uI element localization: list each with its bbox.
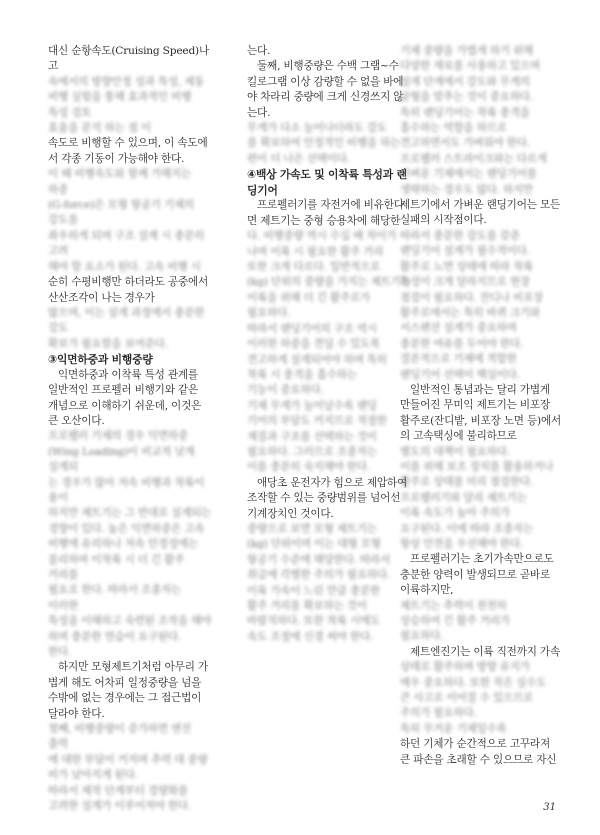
body-text: 대신 순항속도(Cruising Speed)나 고 (48, 45, 210, 73)
blurred-text: 필요로 한다. 따라서 조종자는 이러한 (48, 584, 182, 612)
body-text: 야 차라리 중량에 크게 신경쓰지 않 (247, 91, 404, 104)
blurred-text: 충분한 여유를 두어야 한다. (400, 337, 524, 350)
blurred-text: 항상 안전을 우선해야 한다. (400, 538, 524, 550)
blurred-text: 가벼운 기체에서는 랜딩기어를 (400, 168, 537, 181)
blurred-text: 랜딩기어 설계가 필수적이다. (400, 245, 530, 258)
body-text: 는다. (247, 106, 271, 119)
blurred-text: 별도의 대책이 필요하다. (400, 445, 510, 458)
blurred-text: 는 경우가 많아 저속 비행과 착륙이 용이 (48, 476, 205, 504)
blurred-text: 한다. (48, 646, 72, 659)
blurred-text: 견고하면서도 가벼워야 한다. (400, 137, 530, 150)
blurred-text: 프로펠러 기체의 경우 익면하중 (48, 430, 188, 443)
blurred-text: (Wing Loading)이 비교적 낮게 설계되 (48, 445, 195, 474)
blurred-text: 항공기 수준에 해당한다. 따라서 (247, 553, 391, 566)
blurred-text: 이륙을 위해 더 긴 활주로가 (247, 291, 371, 304)
column-right (400, 44, 563, 768)
body-text: 프로펠러기는 초기가속만으로도 (410, 553, 554, 566)
blurred-text: 설계 단계에서 강도와 무게의 (400, 75, 530, 88)
blurred-text: 이륙 속도가 높아 주의가 (400, 507, 510, 520)
blurred-text: 하며 충분한 연습이 요구된다. (48, 630, 182, 643)
body-text: 면 제트기는 중형 승용차에 해당한 (247, 214, 401, 227)
blurred-text: 좌우하게 되며 구조 설계 시 충분히 고려 (48, 229, 205, 258)
blurred-text: 기어의 부담도 커지므로 적절한 (247, 415, 387, 428)
body-text: 익면하중과 이착륙 특성 관계를 (58, 368, 198, 381)
blurred-text: 하지만 제트기는 그 반대로 설계되는 (48, 507, 212, 520)
blurred-text: 에 대한 부담이 커지며 추력 대 중량 (48, 753, 208, 766)
blurred-text: 매우 중요하다. 또한 작은 실수도 (400, 676, 547, 689)
blurred-text: 프로펠러기와 달리 제트기는 (400, 491, 527, 504)
body-text: 하던 기체가 순간적으로 고꾸라져 (400, 738, 550, 751)
blurred-text: 제트기는 추력이 천천히 (400, 599, 507, 612)
blurred-text: 비행 실험을 통해 효과적인 비행 특성 검토 (48, 91, 192, 119)
blurred-text: 흡수하는 역할을 하므로 (400, 122, 507, 135)
blurred-text: 특히 무거운 기체일수록 (400, 722, 507, 735)
blurred-text: (G-force)은 모형 항공기 기체의 강도를 (48, 199, 195, 227)
blurred-text: 필요하다. (400, 630, 444, 643)
blurred-text: 생략하는 경우도 많다. 하지만 (400, 183, 534, 196)
blurred-text: (kg) 단위이며 이는 대형 모형 (247, 538, 381, 551)
blurred-text: (kg) 단위의 중량을 가지는 제트기는 (247, 276, 411, 289)
body-text: 수밖에 없는 경우에는 그 접근법이 (48, 692, 202, 705)
blurred-text: 따라서 충분한 강도를 갖춘 (400, 229, 520, 242)
body-text: 볍게 해도 어차피 일정중량을 넘을 (48, 676, 202, 689)
blurred-text: 재질과 구조를 선택하는 것이 (247, 430, 377, 443)
blurred-text: 다양한 재료를 사용하고 있으며 (400, 60, 540, 73)
blurred-text: 불리하며 이착륙 시 더 긴 활주 거리를 (48, 553, 185, 581)
blurred-text: 필요하다. 그러므로 조종자는 (247, 445, 377, 458)
section-heading: ③익면하중과 비행중량 (48, 353, 153, 367)
blurred-text: 속에서의 방향안정 성과 특성, 제동 (48, 75, 205, 88)
body-text: 기계장치인 것이다. (247, 507, 334, 520)
body-text: 애당초 운전자가 힘으로 제압하여 (257, 476, 407, 489)
blurred-text: 결론적으로 기체에 적합한 (400, 353, 517, 366)
blurred-text: 견고하게 설계되어야 하며 특히 (247, 353, 387, 366)
blurred-text: 점검이 필요하다. 잔디나 비포장 (400, 291, 544, 304)
blurred-text: 주의가 필요하다. (400, 707, 477, 720)
blurred-text: 를 확보하여 안정적인 비행을 하는 (247, 137, 401, 150)
body-text: 큰 오산이다. (48, 414, 105, 427)
blurred-text: 활주로 노면 상태에 따라 착륙 (400, 260, 534, 273)
body-text: 만들어진 무미익 제트기는 비포장 (400, 399, 550, 412)
blurred-text: 상태로 활주하며 방향 유지가 (400, 661, 530, 674)
blurred-text: 이를 위해 보조 장치를 활용하거나 (400, 460, 554, 473)
blurred-text: 비행에 유리하나 저속 안정성에는 (48, 538, 198, 551)
body-text: 활주로(잔디밭, 비포장 노면 등)에서 (400, 414, 562, 427)
blurred-text: 특성이 크게 달라지므로 현장 (400, 276, 530, 289)
body-text: 일반적인 프로펠러 비행기와 같은 (48, 384, 198, 397)
blurred-text: 첫째, 비행중량이 증가하면 엔진 출력 (48, 723, 192, 751)
body-text: 프로펠러기를 자전거에 비유한다 (257, 199, 404, 212)
blurred-text: 기능이 중요하다. (247, 384, 324, 397)
blurred-text: 특히 랜딩기어는 착륙 충격을 (400, 106, 530, 119)
body-text: 달라야 한다. (48, 707, 105, 720)
blurred-text: 확보가 필요함을 보여준다. (48, 337, 168, 350)
blurred-text: 큰 사고로 이어질 수 있으므로 (400, 692, 534, 705)
body-text: 조작할 수 있는 중량범위를 넘어선 (247, 492, 401, 505)
blurred-text: 기체 무게가 늘어날수록 랜딩 (247, 399, 377, 412)
body-text: 의 고속택싱에 불리하므로 (400, 430, 517, 443)
blurred-text: 요구된다. 이에 따라 조종자는 (400, 522, 534, 535)
blurred-text: 기체 중량을 가볍게 하기 위해 (400, 45, 534, 57)
body-text: 순히 수평비행만 하더라도 공중에서 (48, 276, 209, 289)
blurred-text: 균형을 맞추는 것이 중요하다. (400, 91, 534, 104)
blurred-text: 활주 거리를 확보하는 것이 (247, 600, 367, 612)
blurred-text: 따라서 랜딩기어의 구조 역시 (247, 322, 377, 335)
blurred-text: 또한 크게 다르다. 일반적으로 (247, 261, 381, 274)
blurred-text: 상승하여 긴 활주 거리가 (400, 615, 510, 628)
body-text: 킬로그램 이상 감량할 수 없을 바에 (247, 75, 404, 88)
body-text: 충분한 양력이 발생되므로 곧바로 (400, 568, 550, 581)
blurred-text: 활주로에서는 특히 바퀴 크기와 (400, 306, 540, 319)
section-heading: 딩기어 (247, 183, 278, 197)
blurred-text: 서스펜션 설계가 중요하며 (400, 322, 517, 335)
blurred-text: 이러한 하중을 견딜 수 있도록 (247, 338, 381, 351)
body-text: 실패의 시작점이다. (400, 214, 487, 227)
blurred-text: 특성을 이해하고 숙련된 조작을 해야 (48, 615, 212, 628)
blurred-text: 다. 비행중량 역시 수십 배 차이가 (247, 230, 397, 243)
column-left (48, 44, 213, 815)
blurred-text: 이 때 비행속도와 함께 가해지는 하중 (48, 168, 192, 196)
blurred-text: 경향이 있다. 높은 익면하중은 고속 (48, 522, 205, 535)
blurred-text: 효율을 분석 하는 점 이 (48, 122, 151, 135)
section-heading: ④백상 가속도 및 이착륙 특성과 랜 (247, 168, 407, 182)
blurred-text: 고려한 설계가 이루어져야 한다. (48, 800, 192, 813)
blurred-text: 많으며, 이는 설계 과정에서 충분한 강도 (48, 306, 205, 335)
body-text: 이륙하지만, (400, 584, 454, 597)
body-text: 속도로 비행할 수 있으며, 이 속도에 (48, 137, 208, 150)
column-middle (247, 44, 412, 645)
body-text: 는다. (247, 45, 271, 57)
blurred-text: 이륙 가속이 느린 만큼 충분한 (247, 584, 381, 597)
blurred-text: 따라서 제작 단계부터 경량화를 (48, 784, 188, 797)
blurred-text: 착륙 시 충격을 흡수하는 (247, 368, 357, 381)
page-number: 31 (543, 802, 556, 813)
blurred-text: 속도 조절에 신경 써야 한다. (247, 630, 374, 643)
body-text: 둘째, 비행중량은 수백 그램~수 (257, 60, 399, 73)
body-text: 큰 파손을 초래할 수 있으므로 자신 (400, 753, 557, 766)
body-text: 개념으로 이해하기 쉬운데, 이것은 (48, 399, 202, 412)
blurred-text: 취급에 각별한 주의가 필요하다. (247, 569, 391, 582)
body-text: 서 각종 기동이 가능해야 한다. (48, 152, 185, 165)
blurred-text: 편이 더 나은 선택이다. (247, 152, 350, 165)
blurred-text: 필요하다. (247, 307, 291, 320)
blurred-text: 무게가 다소 늘어나더라도 강도 (247, 122, 387, 135)
body-text: 일반적인 통념과는 달리 가볍게 (410, 383, 550, 396)
blurred-text: 바람직하다. 또한 착륙 시에도 (247, 615, 381, 628)
blurred-text: 프로펠러 스트라이크와는 다르게 (400, 152, 547, 165)
blurred-text: 이를 충분히 숙지해야 한다. (247, 461, 371, 474)
body-text: 산산조각이 나는 경우가 (48, 291, 155, 304)
blurred-text: 해야 할 요소가 된다. 고속 비행 시 (48, 260, 201, 273)
blurred-text: 나며 이륙 시 필요한 활주 거리 (247, 245, 384, 258)
body-text: 하지만 모형제트기처럼 아무리 가 (58, 661, 208, 674)
blurred-text: 중량으로 보면 모형 제트기는 (247, 522, 377, 535)
body-text: 제트기에서 가벼운 랜딩기어는 모든 (400, 199, 561, 212)
blurred-text: 활주로 상태를 미리 점검한다. (400, 476, 534, 489)
blurred-text: 비가 낮아지게 된다. (48, 769, 138, 782)
blurred-text: 랜딩기어 선택이 핵심이다. (400, 368, 520, 381)
body-text: 제트엔진기는 이륙 직전까지 가속 (410, 645, 560, 658)
